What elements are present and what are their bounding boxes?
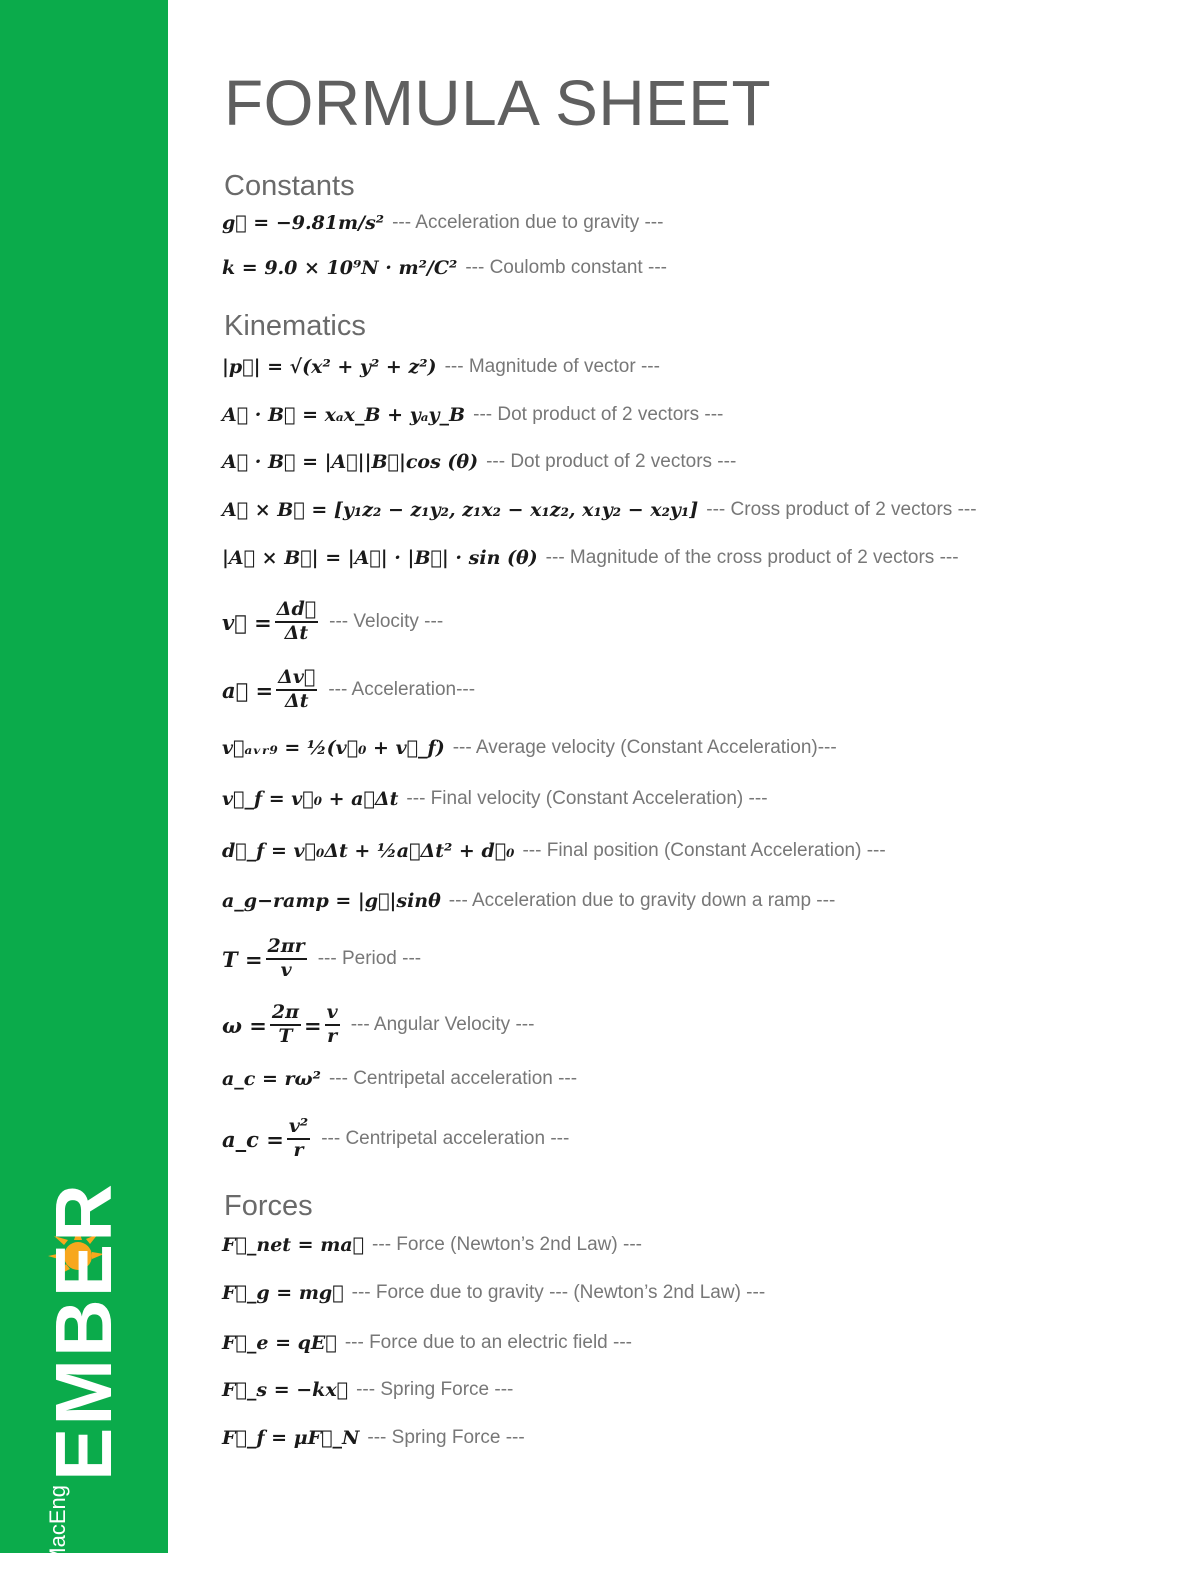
ember-logo bbox=[39, 1182, 128, 1578]
formula-equation: F⃗_e = qE⃗ bbox=[222, 1332, 337, 1354]
formula-equals: = bbox=[304, 1012, 322, 1038]
formula-row bbox=[222, 1057, 577, 1101]
formula-fraction bbox=[276, 667, 317, 713]
formula-row bbox=[222, 1416, 525, 1460]
formula-row bbox=[222, 1107, 569, 1171]
formula-equation: F⃗_f = μF⃗_N bbox=[222, 1427, 360, 1449]
formula-description: --- Centripetal acceleration --- bbox=[328, 1068, 578, 1089]
fraction-denominator: Δt bbox=[284, 622, 309, 644]
formula-row bbox=[222, 1223, 642, 1267]
formula-row bbox=[222, 201, 663, 245]
formula-row bbox=[222, 246, 667, 290]
formula-description: --- Centripetal acceleration --- bbox=[321, 1128, 570, 1149]
formula-equation: k = 9.0 × 10⁹N · m²/C² bbox=[222, 257, 458, 279]
formula-fraction bbox=[270, 1002, 301, 1048]
formula-description: --- Acceleration--- bbox=[328, 679, 476, 700]
formula-fraction bbox=[266, 936, 307, 982]
formula-lhs: a⃗ = bbox=[222, 677, 274, 703]
logo-wordmark: EMBER bbox=[39, 1182, 128, 1481]
fraction-numerator: v bbox=[325, 1002, 340, 1026]
formula-equation: |p⃗| = √(x² + y² + z²) bbox=[222, 356, 437, 378]
fraction-numerator: Δd⃗ bbox=[275, 599, 318, 623]
formula-description: --- Force due to gravity --- (Newton’s 2nd Law) --- bbox=[351, 1282, 766, 1303]
fraction-numerator: Δv⃗ bbox=[276, 667, 317, 691]
formula-equation: d⃗_f = v⃗₀Δt + ½a⃗Δt² + d⃗₀ bbox=[222, 840, 515, 862]
formula-description: --- Period --- bbox=[317, 948, 422, 969]
formula-description: --- Cross product of 2 vectors --- bbox=[706, 499, 977, 520]
page-title: FORMULA SHEET bbox=[224, 67, 772, 139]
logo-hashtag: #MacEng bbox=[45, 1484, 70, 1578]
formula-description: --- Force (Newton’s 2nd Law) --- bbox=[372, 1234, 642, 1255]
formula-description: --- Magnitude of vector --- bbox=[444, 356, 660, 377]
formula-equation: F⃗_net = ma⃗ bbox=[222, 1234, 365, 1256]
formula-description: --- Acceleration due to gravity down a ramp --- bbox=[448, 890, 836, 911]
formula-fraction bbox=[287, 1116, 310, 1162]
section-heading-constants: Constants bbox=[224, 170, 355, 202]
formula-description: --- Velocity --- bbox=[329, 611, 444, 632]
formula-description: --- Force due to an electric field --- bbox=[344, 1332, 633, 1353]
formula-description: --- Average velocity (Constant Acceleration)--- bbox=[452, 737, 837, 758]
formula-equation: A⃗ × B⃗ = [y₁z₂ − z₁y₂, z₁x₂ − x₁z₂, x₁y₂ − x₂y₁] bbox=[222, 499, 699, 521]
formula-lhs: a_c = bbox=[222, 1126, 284, 1152]
formula-row bbox=[222, 879, 835, 923]
formula-description: --- Spring Force --- bbox=[356, 1379, 514, 1400]
formula-equation: v⃗_f = v⃗₀ + a⃗Δt bbox=[222, 788, 399, 810]
formula-lhs: T = bbox=[222, 946, 263, 972]
formula-row bbox=[222, 1271, 765, 1315]
section-heading-forces: Forces bbox=[224, 1190, 313, 1222]
formula-row bbox=[222, 927, 421, 991]
formula-equation: A⃗ · B⃗ = xₐx_B + yₐy_B bbox=[222, 404, 466, 426]
formula-fraction bbox=[325, 1002, 340, 1048]
fraction-denominator: r bbox=[327, 1025, 338, 1047]
formula-row bbox=[222, 488, 977, 532]
formula-equation: a_g−ramp = |g⃗|sinθ bbox=[222, 890, 441, 912]
fraction-denominator: r bbox=[293, 1139, 304, 1161]
formula-row bbox=[222, 726, 837, 770]
formula-description: --- Final position (Constant Acceleration) --- bbox=[522, 840, 886, 861]
formula-lhs: v⃗ = bbox=[222, 609, 272, 635]
formula-equation: a_c = rω² bbox=[222, 1068, 321, 1090]
formula-equation: F⃗_s = −kx⃗ bbox=[222, 1379, 349, 1401]
formula-description: --- Dot product of 2 vectors --- bbox=[473, 404, 724, 425]
formula-row bbox=[222, 658, 475, 722]
formula-description: --- Coulomb constant --- bbox=[465, 257, 667, 278]
formula-description: --- Final velocity (Constant Acceleration) --- bbox=[406, 788, 768, 809]
formula-equation: F⃗_g = mg⃗ bbox=[222, 1282, 344, 1304]
fraction-numerator: 2π bbox=[270, 1002, 301, 1026]
formula-description: --- Magnitude of the cross product of 2 vectors --- bbox=[545, 547, 959, 568]
formula-row bbox=[222, 590, 443, 654]
formula-description: --- Dot product of 2 vectors --- bbox=[486, 451, 737, 472]
formula-row bbox=[222, 345, 660, 389]
formula-row bbox=[222, 440, 736, 484]
formula-row bbox=[222, 993, 534, 1057]
formula-row bbox=[222, 1368, 513, 1412]
formula-row bbox=[222, 536, 959, 580]
fraction-numerator: v² bbox=[287, 1116, 310, 1140]
fraction-denominator: v bbox=[280, 959, 292, 981]
formula-description: --- Angular Velocity --- bbox=[350, 1014, 535, 1035]
fraction-numerator: 2πr bbox=[266, 936, 307, 960]
formula-description: --- Spring Force --- bbox=[367, 1427, 525, 1448]
formula-row bbox=[222, 777, 768, 821]
formula-equation: A⃗ · B⃗ = |A⃗||B⃗|cos (θ) bbox=[222, 451, 479, 473]
formula-equation: |A⃗ × B⃗| = |A⃗| · |B⃗| · sin (θ) bbox=[222, 547, 538, 569]
formula-row bbox=[222, 1321, 632, 1365]
formula-lhs: ω = bbox=[222, 1012, 267, 1038]
section-heading-kinematics: Kinematics bbox=[224, 310, 366, 342]
formula-equation: v⃗ₐᵥᵣ₉ = ½(v⃗₀ + v⃗_f) bbox=[222, 737, 445, 759]
fraction-denominator: T bbox=[278, 1025, 293, 1047]
formula-row bbox=[222, 829, 886, 873]
formula-equation: g⃗ = −9.81m/s² bbox=[222, 212, 385, 234]
fraction-denominator: Δt bbox=[284, 690, 309, 712]
formula-row bbox=[222, 393, 723, 437]
formula-fraction bbox=[275, 599, 318, 645]
formula-description: --- Acceleration due to gravity --- bbox=[392, 212, 664, 233]
